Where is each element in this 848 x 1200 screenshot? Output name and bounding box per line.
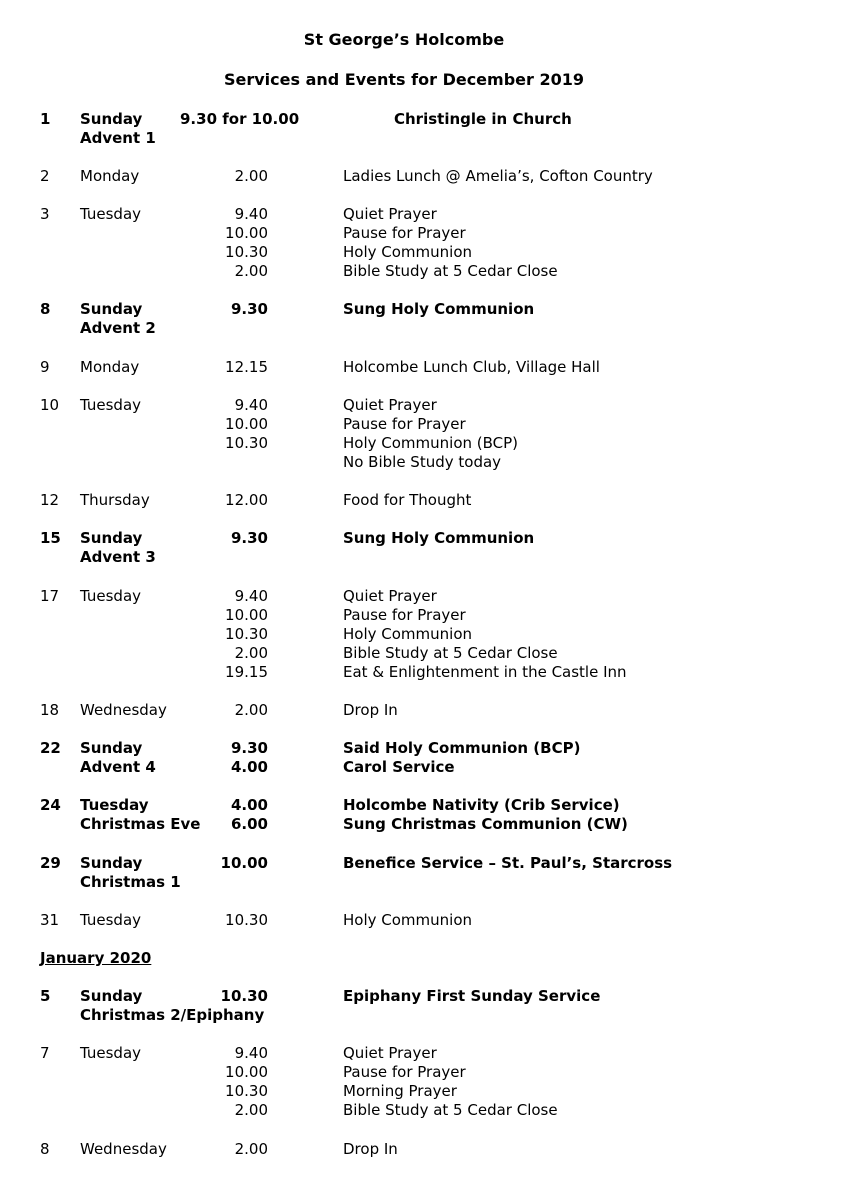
entry-day: Monday — [80, 358, 140, 376]
entry-day: Christmas 1 — [80, 873, 181, 891]
entry-day: Sunday — [80, 739, 143, 757]
entry-date: 9 — [40, 358, 50, 376]
entry-date: 8 — [40, 1140, 50, 1158]
entry-time: 9.30 for 10.00 — [180, 110, 300, 128]
entry-event: Bible Study at 5 Cedar Close — [343, 644, 558, 662]
entry-date: 7 — [40, 1044, 50, 1062]
entry-event: Holcombe Lunch Club, Village Hall — [343, 358, 600, 376]
entry-day: Christmas Eve — [80, 815, 201, 833]
entry-event: Carol Service — [343, 758, 455, 776]
entry-date: 10 — [40, 396, 60, 414]
entry-time: 10.30 — [220, 987, 268, 1005]
entry-day: Monday — [80, 167, 140, 185]
entry-event: Bible Study at 5 Cedar Close — [343, 1101, 558, 1119]
entry-time: 10.00 — [225, 415, 268, 433]
entry-day: Tuesday — [80, 796, 149, 814]
entry-day: Tuesday — [80, 911, 142, 929]
entry-day: Sunday — [80, 110, 143, 128]
entry-time: 10.00 — [225, 1063, 268, 1081]
entry-event: Quiet Prayer — [343, 587, 437, 605]
entry-date: 29 — [40, 854, 61, 872]
entry-time: 2.00 — [234, 701, 268, 719]
entry-date: 12 — [40, 491, 60, 509]
entry-day: Tuesday — [80, 587, 142, 605]
entry-event: Pause for Prayer — [343, 1063, 466, 1081]
entry-event: Holy Communion — [343, 243, 473, 261]
entry-date: 15 — [40, 529, 61, 547]
entry-event: Ladies Lunch @ Amelia’s, Cofton Country — [343, 167, 653, 185]
entry-day: Sunday — [80, 987, 143, 1005]
entry-time: 10.00 — [220, 854, 268, 872]
entry-event: Benefice Service – St. Paul’s, Starcross — [343, 854, 673, 872]
entry-time: 10.30 — [225, 625, 268, 643]
entry-day: Thursday — [80, 491, 150, 509]
entry-day: Advent 2 — [80, 319, 156, 337]
entry-time: 10.30 — [225, 911, 268, 929]
entry-date: 5 — [40, 987, 51, 1005]
entry-event: Said Holy Communion (BCP) — [343, 739, 581, 757]
entry-time: 10.30 — [225, 243, 268, 261]
entry-time: 2.00 — [234, 1101, 268, 1119]
entry-day: Tuesday — [80, 1044, 142, 1062]
entry-time: 10.00 — [225, 224, 268, 242]
entry-time: 12.00 — [225, 491, 268, 509]
entry-day: Advent 1 — [80, 129, 156, 147]
entry-event: Sung Holy Communion — [343, 300, 535, 318]
page-title: St George’s Holcombe — [303, 30, 505, 49]
entry-time: 2.00 — [234, 1140, 268, 1158]
entry-event: Pause for Prayer — [343, 224, 466, 242]
entry-day: Wednesday — [80, 701, 167, 719]
entry-event: Christingle in Church — [394, 110, 572, 128]
entry-time: 9.40 — [234, 1044, 268, 1062]
entry-date: 8 — [40, 300, 51, 318]
entry-time: 9.30 — [230, 739, 268, 757]
entry-event: Pause for Prayer — [343, 415, 466, 433]
entry-event: Bible Study at 5 Cedar Close — [343, 262, 558, 280]
entry-time: 10.00 — [225, 606, 268, 624]
entry-time: 10.30 — [225, 1082, 268, 1100]
entry-date: 24 — [40, 796, 61, 814]
entry-date: 1 — [40, 110, 51, 128]
entry-time: 12.15 — [225, 358, 268, 376]
entry-event: Holy Communion — [343, 625, 473, 643]
entry-day: Advent 3 — [80, 548, 156, 566]
entry-event: Holcombe Nativity (Crib Service) — [343, 796, 620, 814]
entry-event: Pause for Prayer — [343, 606, 466, 624]
entry-event: No Bible Study today — [343, 453, 502, 471]
entry-event: Sung Christmas Communion (CW) — [343, 815, 628, 833]
entry-event: Eat & Enlightenment in the Castle Inn — [343, 663, 627, 681]
entry-event: Drop In — [343, 1140, 398, 1158]
entry-event: Holy Communion — [343, 911, 473, 929]
entry-event: Drop In — [343, 701, 398, 719]
entry-time: 6.00 — [230, 815, 268, 833]
entry-event: Quiet Prayer — [343, 396, 437, 414]
entry-day: Advent 4 — [80, 758, 156, 776]
entry-date: 17 — [40, 587, 60, 605]
entry-time: 9.30 — [230, 529, 268, 547]
entry-date: 22 — [40, 739, 61, 757]
entry-day: Sunday — [80, 529, 143, 547]
entry-day: Tuesday — [80, 396, 142, 414]
page-subtitle: Services and Events for December 2019 — [223, 70, 584, 89]
entry-event: Epiphany First Sunday Service — [343, 987, 601, 1005]
entry-time: 2.00 — [234, 262, 268, 280]
entry-date: 18 — [40, 701, 60, 719]
entry-date: 3 — [40, 205, 50, 223]
entry-date: 31 — [40, 911, 60, 929]
entry-time: 4.00 — [230, 796, 268, 814]
entry-day: Wednesday — [80, 1140, 167, 1158]
section-heading-january: January 2020 — [40, 949, 152, 967]
entry-date: 2 — [40, 167, 50, 185]
entry-day: Sunday — [80, 300, 143, 318]
entry-time: 10.30 — [225, 434, 268, 452]
entry-time: 9.30 — [230, 300, 268, 318]
entry-event: Quiet Prayer — [343, 1044, 437, 1062]
entry-event: Holy Communion (BCP) — [343, 434, 519, 452]
entry-time: 9.40 — [234, 396, 268, 414]
entry-day: Christmas 2/Epiphany — [80, 1006, 265, 1024]
entry-day: Tuesday — [80, 205, 142, 223]
entry-event: Food for Thought — [343, 491, 472, 509]
entry-event: Sung Holy Communion — [343, 529, 535, 547]
entry-event: Quiet Prayer — [343, 205, 437, 223]
entry-time: 2.00 — [234, 167, 268, 185]
entry-time: 19.15 — [225, 663, 268, 681]
entry-time: 9.40 — [234, 205, 268, 223]
entry-event: Morning Prayer — [343, 1082, 457, 1100]
entry-day: Sunday — [80, 854, 143, 872]
entry-time: 9.40 — [234, 587, 268, 605]
entry-time: 4.00 — [230, 758, 268, 776]
entry-time: 2.00 — [234, 644, 268, 662]
